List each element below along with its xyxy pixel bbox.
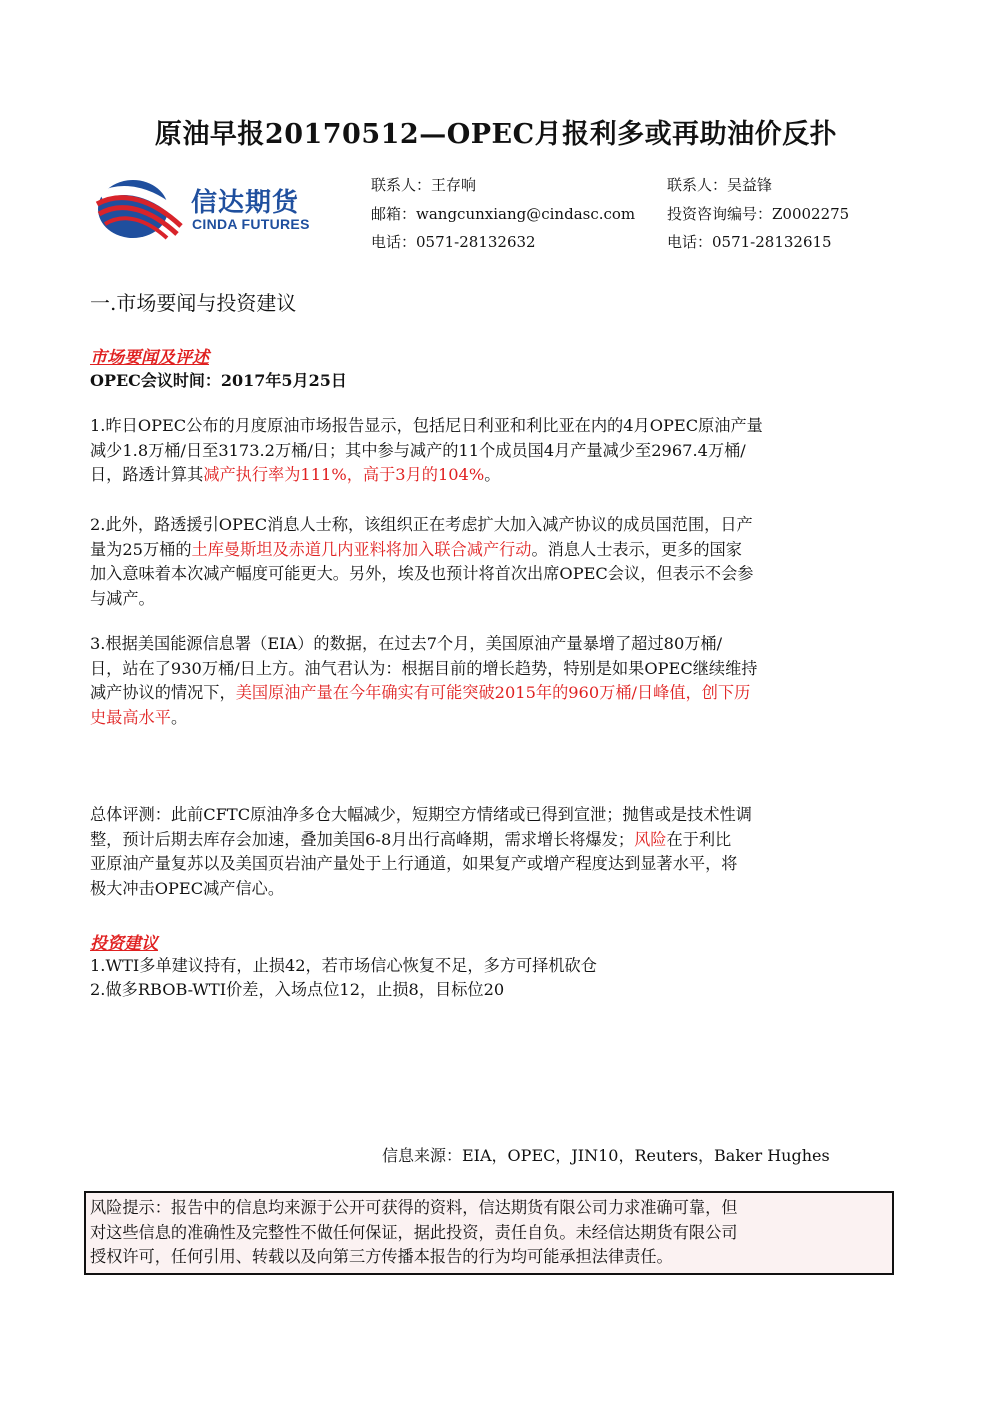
news-paragraph-3 bbox=[90, 632, 898, 730]
paragraph-line: 3.根据美国能源信息署（EIA）的数据，在过去7个月，美国原油产量暴增了超过80万桶/ bbox=[90, 634, 723, 653]
company-logo bbox=[95, 178, 340, 240]
section-heading: 一.市场要闻与投资建议 bbox=[90, 291, 297, 315]
cinda-emblem-icon bbox=[95, 178, 185, 240]
disclaimer-line: 风险提示：报告中的信息均来源于公开可获得的资料，信达期货有限公司力求准确可靠，但 bbox=[90, 1198, 738, 1217]
paragraph-line: 极大冲击OPEC减产信心。 bbox=[90, 878, 285, 898]
risk-disclaimer bbox=[84, 1191, 894, 1275]
logo-chinese-name: 信达期货 bbox=[191, 188, 300, 218]
highlight-text: 土库曼斯坦及赤道几内亚料将加入联合减产行动 bbox=[191, 539, 532, 559]
paragraph-line: 减少1.8万桶/日至3173.2万桶/日；其中参与减产的11个成员国4月产量减少至2967.4万桶/ bbox=[90, 440, 746, 460]
highlight-text: 风险 bbox=[634, 829, 667, 849]
paragraph-line: 亚原油产量复苏以及美国页岩油产量处于上行通道，如果复产或增产程度达到显著水平，将 bbox=[90, 854, 738, 873]
contact-email: 邮箱：wangcunxiang@cindasc.com bbox=[371, 204, 636, 223]
contact-block-2 bbox=[667, 171, 849, 257]
paragraph-line: 与减产。 bbox=[90, 588, 155, 608]
contact-name: 联系人：吴益锋 bbox=[667, 176, 773, 194]
contact-phone: 电话：0571-28132615 bbox=[667, 233, 832, 251]
news-heading: 市场要闻及评述 bbox=[90, 348, 209, 368]
news-paragraph-2 bbox=[90, 513, 898, 611]
advice-item: 1.WTI多单建议持有，止损42，若市场信心恢复不足，多方可择机砍仓 bbox=[90, 956, 597, 975]
advice-heading: 投资建议 bbox=[90, 934, 158, 954]
paragraph-line: 2.此外，路透援引OPEC消息人士称，该组织正在考虑扩大加入减产协议的成员国范围，日产 bbox=[90, 515, 753, 534]
paragraph-line: 日，站在了930万桶/日上方。油气君认为：根据目前的增长趋势，特别是如果OPEC继续维持 bbox=[90, 658, 758, 678]
paragraph-line: 整，预计后期去库存会加速，叠加美国6-8月出行高峰期，需求增长将爆发；风险在于利比 bbox=[90, 829, 732, 849]
summary-paragraph bbox=[90, 803, 898, 901]
paragraph-line: 总体评测：此前CFTC原油净多仓大幅减少，短期空方情绪或已得到宣泄；抛售或是技术性调 bbox=[90, 805, 752, 824]
paragraph-line: 1.昨日OPEC公布的月度原油市场报告显示，包括尼日利亚和利比亚在内的4月OPEC原油产量 bbox=[90, 416, 763, 435]
paragraph-line: 量为25万桶的土库曼斯坦及赤道几内亚料将加入联合减产行动。消息人士表示，更多的国家 bbox=[90, 539, 742, 559]
meeting-date: OPEC会议时间：2017年5月25日 bbox=[90, 371, 347, 390]
contact-block-1 bbox=[371, 171, 635, 257]
paragraph-line: 史最高水平。 bbox=[90, 707, 188, 727]
paragraph-line: 日，路透计算其减产执行率为111%，高于3月的104%。 bbox=[90, 465, 501, 484]
highlight-text: 史最高水平 bbox=[90, 707, 171, 727]
report-title: 原油早报20170512—OPEC月报利多或再助油价反扑 bbox=[154, 119, 838, 150]
disclaimer-line: 对这些信息的准确性及完整性不做任何保证，据此投资，责任自负。未经信达期货有限公司 bbox=[90, 1222, 738, 1242]
logo-english-name: CINDA FUTURES bbox=[192, 216, 310, 232]
contact-phone: 电话：0571-28132632 bbox=[371, 233, 536, 251]
contact-name: 联系人：王存响 bbox=[371, 176, 477, 194]
advice-item: 2.做多RBOB-WTI价差，入场点位12，止损8，目标位20 bbox=[90, 979, 505, 999]
advice-list bbox=[90, 954, 597, 1001]
highlight-text: 减产执行率为111%，高于3月的104% bbox=[203, 465, 485, 484]
paragraph-line: 减产协议的情况下，美国原油产量在今年确实有可能突破2015年的960万桶/日峰值，创下历 bbox=[90, 683, 751, 702]
paragraph-line: 加入意味着本次减产幅度可能更大。另外，埃及也预计将首次出席OPEC会议，但表示不会参 bbox=[90, 564, 754, 583]
highlight-text: 美国原油产量在今年确实有可能突破2015年的960万桶/日峰值，创下历 bbox=[235, 683, 751, 702]
info-source: 信息来源：EIA，OPEC，JIN10，Reuters，Baker Hughes bbox=[382, 1146, 830, 1165]
disclaimer-line: 授权许可，任何引用、转载以及向第三方传播本报告的行为均可能承担法律责任。 bbox=[90, 1247, 673, 1266]
contact-license: 投资咨询编号：Z0002275 bbox=[667, 204, 850, 223]
news-paragraph-1 bbox=[90, 414, 898, 488]
